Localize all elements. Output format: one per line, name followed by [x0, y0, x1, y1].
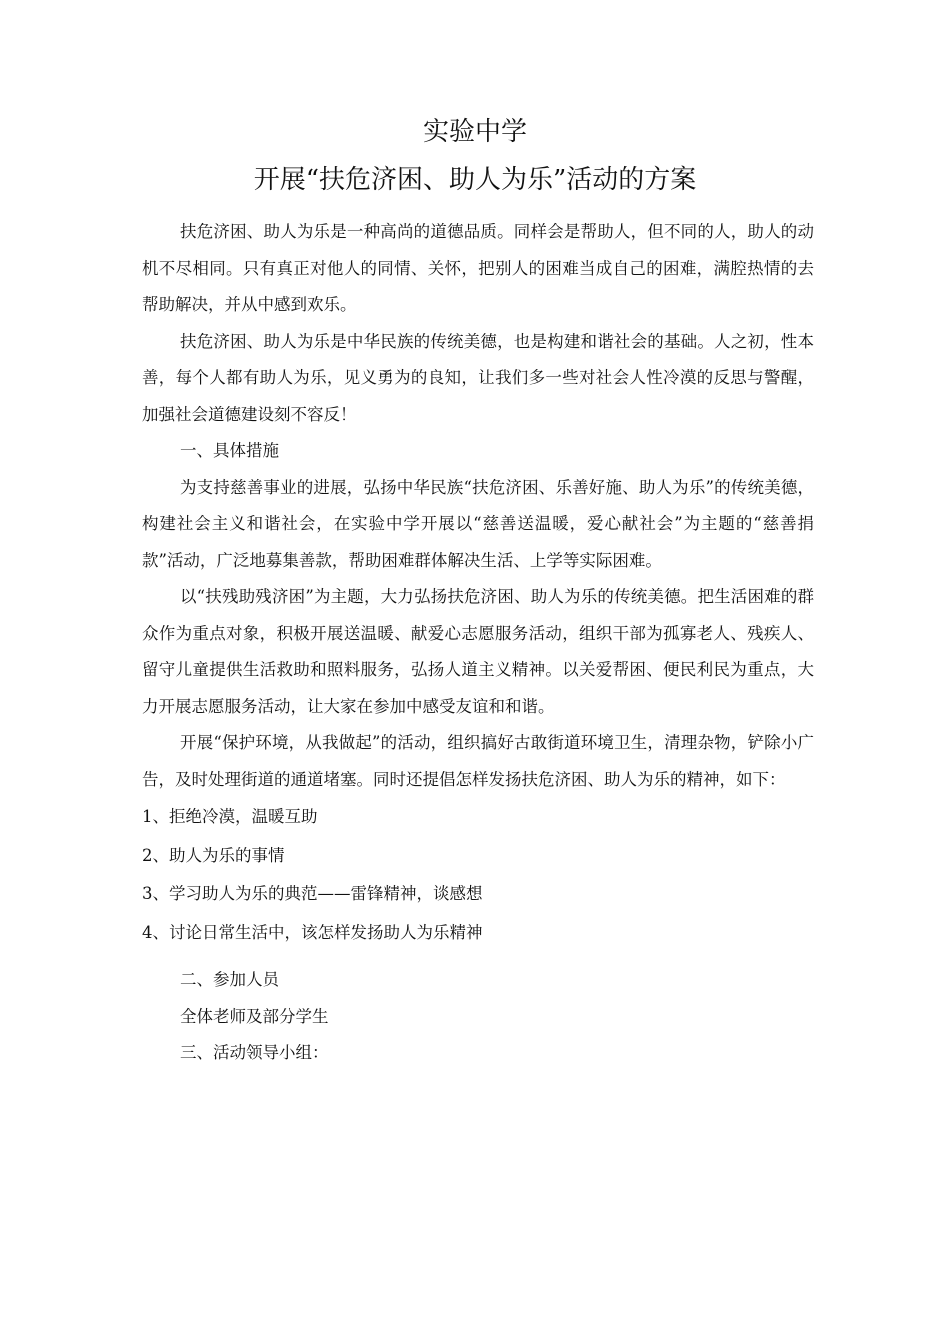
section-heading-participants: 二、参加人员 — [180, 970, 279, 989]
list-item: 4、讨论日常生活中，该怎样发扬助人为乐精神 — [142, 922, 483, 942]
section-heading-measures: 一、具体措施 — [180, 441, 279, 460]
measures-paragraph-1: 为支持慈善事业的进展，弘扬中华民族“扶危济困、乐善好施、助人为乐”的传统美德，构建社会主义和谐社会，在实验中学开展以“慈善送温暖，爱心献社会”为主题的“慈善捐款”活动，广泛地募集善款，帮助困难群体解决生活、上学等实际困难。 — [142, 477, 814, 570]
list-item: 1、拒绝冷漠，温暖互助 — [142, 807, 318, 826]
list-item: 3、学习助人为乐的典范——雷锋精神，谈感想 — [142, 884, 483, 903]
document-title: 开展“扶危济困、助人为乐”活动的方案 — [253, 165, 697, 195]
section-heading-leadership: 三、活动领导小组： — [180, 1043, 329, 1062]
intro-paragraph-1: 扶危济困、助人为乐是一种高尚的道德品质。同样会是帮助人，但不同的人，助人的动机不尽相同。只有真正对他人的同情、关怀，把别人的困难当成自己的困难，满腔热情的去帮助解决，并从中感到欢乐。 — [142, 222, 814, 314]
intro-paragraph-2: 扶危济困、助人为乐是中华民族的传统美德，也是构建和谐社会的基础。人之初，性本善，每个人都有助人为乐，见义勇为的良知，让我们多一些对社会人性冷漠的反思与警醒，加强社会道德建设刻不容反！ — [142, 331, 814, 424]
participants-text: 全体老师及部分学生 — [180, 1006, 329, 1026]
document-body — [142, 214, 814, 1072]
measures-paragraph-3: 开展“保护环境，从我做起”的活动，组织搞好古敢街道环境卫生，清理杂物，铲除小广告，及时处理街道的通道堵塞。同时还提倡怎样发扬扶危济困、助人为乐的精神，如下： — [142, 733, 814, 789]
school-name: 实验中学 — [422, 117, 527, 147]
measures-paragraph-2: 以“扶残助残济困”为主题，大力弘扬扶危济困、助人为乐的传统美德。把生活困难的群众作为重点对象，积极开展送温暖、献爱心志愿服务活动，组织干部为孤寡老人、残疾人、留守儿童提供生活救助和照料服务，弘扬人道主义精神。以关爱帮困、便民利民为重点，大力开展志愿服务活动，让大家在参加中感受友谊和和谐。 — [142, 587, 814, 716]
list-item: 2、助人为乐的事情 — [142, 845, 285, 865]
